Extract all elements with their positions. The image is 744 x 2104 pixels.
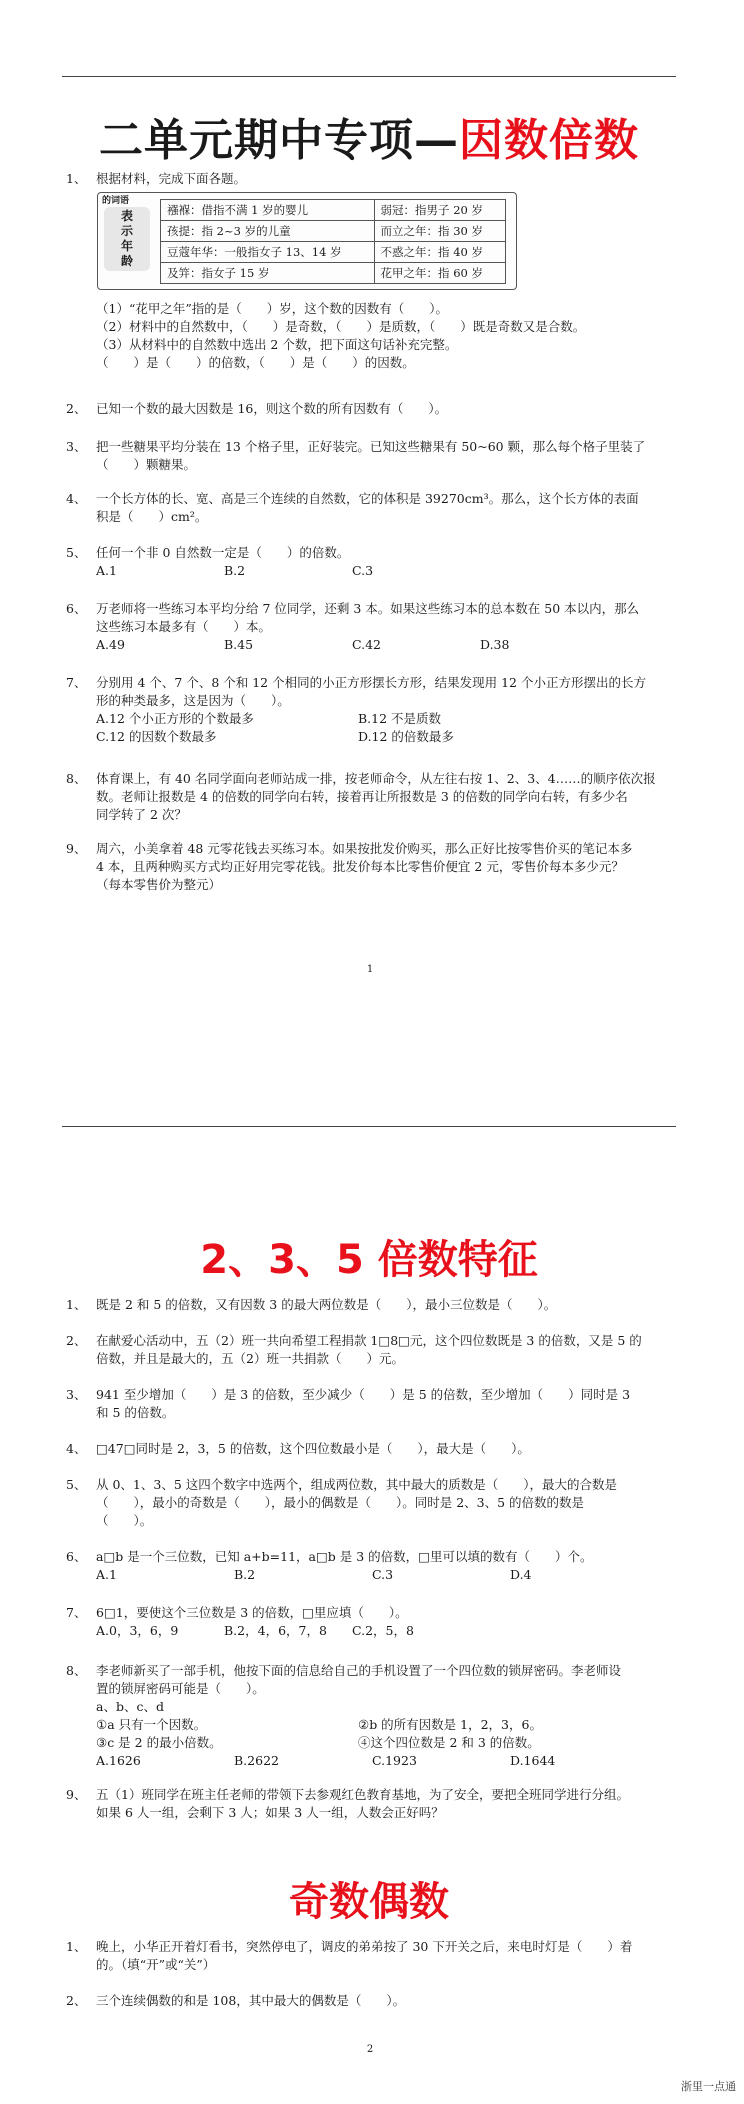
page-title (62, 104, 676, 168)
question-p2-4: 4、 □47□同时是 2，3，5 的倍数，这个四位数最小是（ ），最大是（ ）。 (66, 1441, 530, 1456)
question-p2-1: 1、 既是 2 和 5 的倍数，又有因数 3 的最大两位数是（ ），最小三位数是（ ）。 (66, 1297, 557, 1312)
title-black-part: 二单元期中专项— (99, 115, 459, 166)
question-p2-6: 6、 a□b 是一个三位数，已知 a+b=11，a□b 是 3 的倍数，□里可以填的数有（ ）个。 A.1 B.2 C.3 D.4 (66, 1549, 593, 1582)
top-rule (62, 1126, 676, 1127)
table-row: 豆蔻年华：一般指女子 13、14 岁 不惑之年：指 40 岁 (161, 242, 506, 263)
table-row: 孩提：指 2~3 岁的儿童 而立之年：指 30 岁 (161, 221, 506, 242)
question-p1-8: 8、 体育课上，有 40 名同学面向老师站成一排，按老师命令，从左往右按 1、2、3、4……的顺序依次报 数。老师让报数是 4 的倍数的同学向右转，接着再让所报数是 3 的倍数的同学向右转，有多少名 同学转了 2 次？ (66, 771, 656, 822)
question-p2-2: 2、 在献爱心活动中，五（2）班一共向希望工程捐款 1□8□元，这个四位数既是 3 的倍数，又是 5 的 倍数，并且是最大的，五（2）班一共捐款（ ）元。 (66, 1333, 642, 1366)
question-p1-4: 4、 一个长方体的长、宽、高是三个连续的自然数，它的体积是 39270cm³。那么，这个长方体的表面 积是（ ）cm²。 (66, 491, 639, 524)
card-badge: 表 示 年 龄 (104, 207, 150, 271)
question-p2-3: 3、 941 至少增加（ ）是 3 的倍数，至少减少（ ）是 5 的倍数，至少增加（ ）同时是 3 和 5 的倍数。 (66, 1387, 631, 1420)
table-row: 襁褓：借指不满 1 岁的婴儿 弱冠：指男子 20 岁 (161, 200, 506, 221)
question-p1-9: 9、 周六，小美拿着 48 元零花钱去买练习本。如果按批发价购买，那么正好比按零售价买的笔记本多 4 本，且两种购买方式均正好用完零花钱。批发价每本比零售价便宜 2 元，零售价每本多少元？ （每本零售价为整元） (66, 841, 633, 892)
age-terms-card (97, 192, 517, 290)
question-p2-5: 5、 从 0、1、3、5 这四个数字中选两个，组成两位数，其中最大的质数是（ ），最大的合数是 （ ），最小的奇数是（ ），最小的偶数是（ ）。同时是 2、3、5 的倍数的数是 （ ）。 (66, 1477, 618, 1528)
table-row: 及笄：指女子 15 岁 花甲之年：指 60 岁 (161, 263, 506, 284)
question-p1-1: 1、 根据材料，完成下面各题。 (66, 171, 247, 186)
question-p1-6: 6、 万老师将一些练习本平均分给 7 位同学，还剩 3 本。如果这些练习本的总本数在 50 本以内，那么 这些练习本最多有（ ）本。 A.49 B.45 C.42 D.38 (66, 601, 640, 652)
page-number: 2 (366, 2044, 374, 2055)
question-p1-2: 2、 已知一个数的最大因数是 16，则这个数的所有因数有（ ）。 (66, 401, 448, 416)
section-title-multiples: 2、3、5 倍数特征 (200, 1237, 538, 1283)
question-p2-7: 7、 6□1，要使这个三位数是 3 的倍数，□里应填（ ）。 A.0，3，6，9 B.2，4，6，7，8 C.2，5，8 (66, 1605, 414, 1638)
question-p1-5: 5、 任何一个非 0 自然数一定是（ ）的倍数。 A.1 B.2 C.3 (66, 545, 374, 578)
question-p2-8: 8、 李老师新买了一部手机，他按下面的信息给自己的手机设置了一个四位数的锁屏密码。李老师设 置的锁屏密码可能是（ ）。 a、b、c、d ①a 只有一个因数。 ②b 的所有因数是 1，2，3，6。 ③c 是 2 的最小倍数。 ④这个四位数是 2 和 3 的倍数。 A.1626 B.2622 C.1923 D.1644 (66, 1663, 622, 1768)
top-rule (62, 76, 676, 77)
question-odd-even-1: 1、 晚上，小华正开着灯看书，突然停电了，调皮的弟弟按了 30 下开关之后，来电时灯是（ ）着 的。（填“开”或“关”） (66, 1939, 633, 1972)
title-red-part: 因数倍数 (459, 115, 639, 166)
age-terms-table (160, 199, 506, 284)
section-title-odd-even: 奇数偶数 (289, 1879, 449, 1925)
question-p2-9: 9、 五（1）班同学在班主任老师的带领下去参观红色教育基地，为了安全，要把全班同学进行分组。 如果 6 人一组，会剩下 3 人；如果 3 人一组，人数会正好吗？ (66, 1787, 629, 1820)
footer-brand: 浙里一点通 (681, 2080, 736, 2093)
question-odd-even-2: 2、 三个连续偶数的和是 108，其中最大的偶数是（ ）。 (66, 1993, 406, 2008)
question-p1-3: 3、 把一些糖果平均分装在 13 个格子里，正好装完。已知这些糖果有 50~60 颗，那么每个格子里装了 （ ）颗糖果。 (66, 439, 646, 472)
question-p1-7: 7、 分别用 4 个、7 个、8 个和 12 个相同的小正方形摆长方形，结果发现用 12 个小正方形摆出的长方 形的种类最多，这是因为（ ）。 A.12 个小正方形的个数最多 B.12 不是质数 C.12 的因数个数最多 D.12 的倍数最多 (66, 675, 646, 744)
question-p1-1-subs: （1）“花甲之年”指的是（ ）岁，这个数的因数有（ ）。 （2）材料中的自然数中，（ ）是奇数，（ ）是质数，（ ）既是奇数又是合数。 （3）从材料中的自然数中选出 2 个数，把下面这句话补充完整。 （ ）是（ ）的倍数，（ ）是（ ）的因数。 (96, 301, 586, 370)
card-badge-caption: 的词语 (102, 196, 130, 206)
page-number: 1 (366, 964, 374, 975)
